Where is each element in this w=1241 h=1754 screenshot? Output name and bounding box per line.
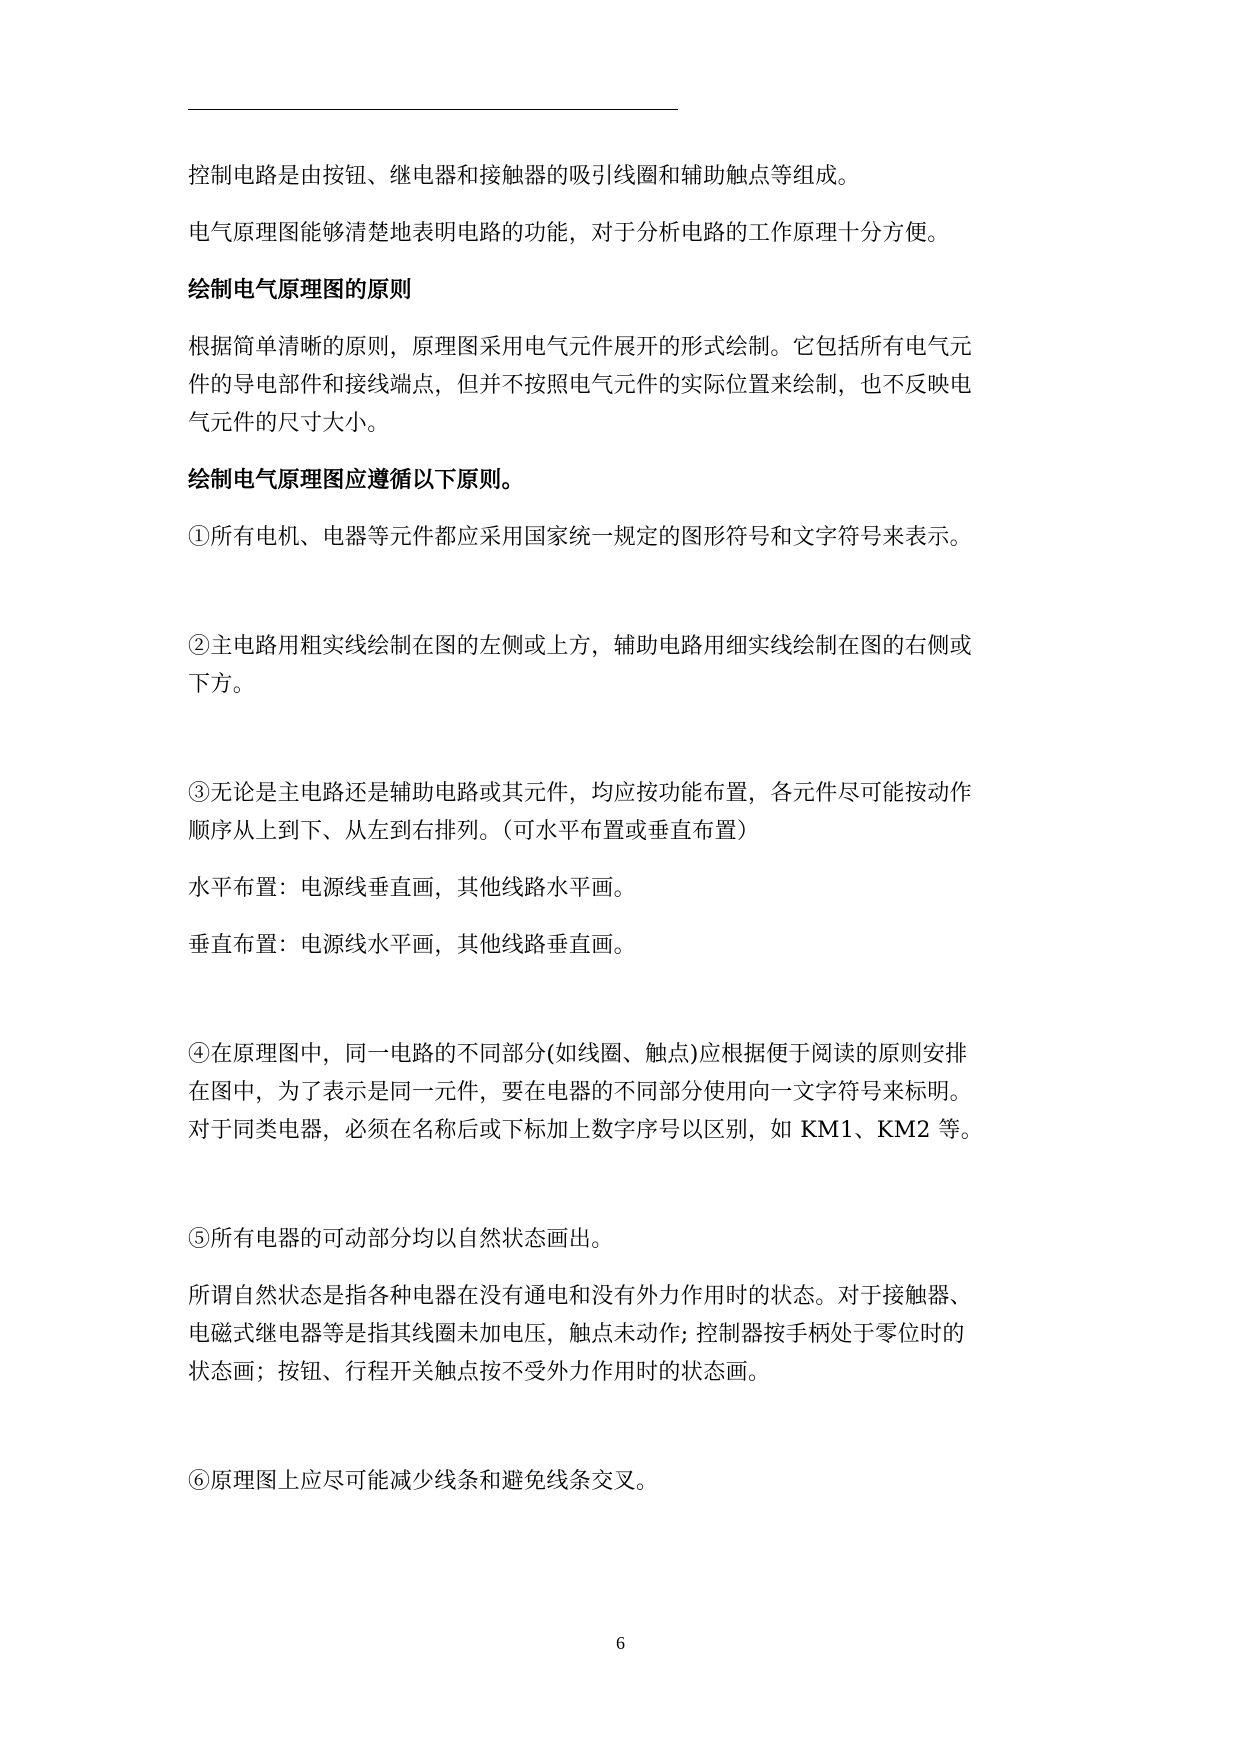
document-body (188, 158, 1058, 1501)
paragraph (188, 628, 1058, 704)
paragraph (188, 1463, 1058, 1501)
text-line: ③无论是主电路还是辅助电路或其元件，均应按功能布置，各元件尽可能按动作 (188, 781, 973, 806)
text-line: 对于同类电器，必须在名称后或下标加上数字序号以区别，如 KM1、KM2 等。 (188, 1118, 984, 1143)
paragraph (188, 870, 1058, 908)
paragraph (188, 1278, 1058, 1392)
text-line: 电磁式继电器等是指其线圈未加电压，触点未动作; 控制器按手柄处于零位时的 (188, 1322, 965, 1347)
paragraph (188, 519, 1058, 557)
text-line: ④在原理图中，同一电路的不同部分(如线圈、触点)应根据便于阅读的原则安排 (188, 1042, 968, 1067)
text-line: 气元件的尺寸大小。 (188, 411, 390, 436)
text-line: 控制电路是由按钮、继电器和接触器的吸引线圈和辅助触点等组成。 (188, 164, 861, 189)
text-line: 下方。 (188, 672, 256, 697)
text-line: 根据简单清晰的原则，原理图采用电气元件展开的形式绘制。它包括所有电气元 (188, 335, 973, 360)
text-line: ⑥原理图上应尽可能减少线条和避免线条交叉。 (188, 1469, 659, 1494)
paragraph (188, 775, 1058, 851)
text-line: 绘制电气原理图的原则 (188, 278, 413, 303)
text-line: 所谓自然状态是指各种电器在没有通电和没有外力作用时的状态。对于接触器、 (188, 1284, 973, 1309)
text-line: 件的导电部件和接线端点，但并不按照电气元件的实际位置来绘制，也不反映电 (188, 373, 973, 398)
paragraph (188, 158, 1058, 196)
text-line: ①所有电机、电器等元件都应采用国家统一规定的图形符号和文字符号来表示。 (188, 525, 973, 550)
text-line: 绘制电气原理图应遵循以下原则。 (188, 468, 525, 493)
section-heading (188, 272, 1058, 310)
paragraph (188, 1221, 1058, 1259)
text-line: 状态画；按钮、行程开关触点按不受外力作用时的状态画。 (188, 1360, 771, 1385)
text-line: 顺序从上到下、从左到右排列。（可水平布置或垂直布置） (188, 819, 760, 844)
paragraph (188, 215, 1058, 253)
page-number: 6 (616, 1633, 625, 1653)
text-line: 水平布置：电源线垂直画，其他线路水平画。 (188, 876, 637, 901)
section-heading (188, 462, 1058, 500)
text-line: 电气原理图能够清楚地表明电路的功能，对于分析电路的工作原理十分方便。 (188, 221, 950, 246)
paragraph (188, 927, 1058, 965)
text-line: ②主电路用粗实线绘制在图的左侧或上方，辅助电路用细实线绘制在图的右侧或 (188, 634, 973, 659)
text-line: 在图中，为了表示是同一元件，要在电器的不同部分使用向一文字符号来标明。 (188, 1080, 973, 1105)
text-line: 垂直布置：电源线水平画，其他线路垂直画。 (188, 933, 637, 958)
header-rule (188, 109, 678, 110)
text-line: ⑤所有电器的可动部分均以自然状态画出。 (188, 1227, 614, 1252)
paragraph (188, 1036, 1058, 1150)
paragraph (188, 329, 1058, 443)
